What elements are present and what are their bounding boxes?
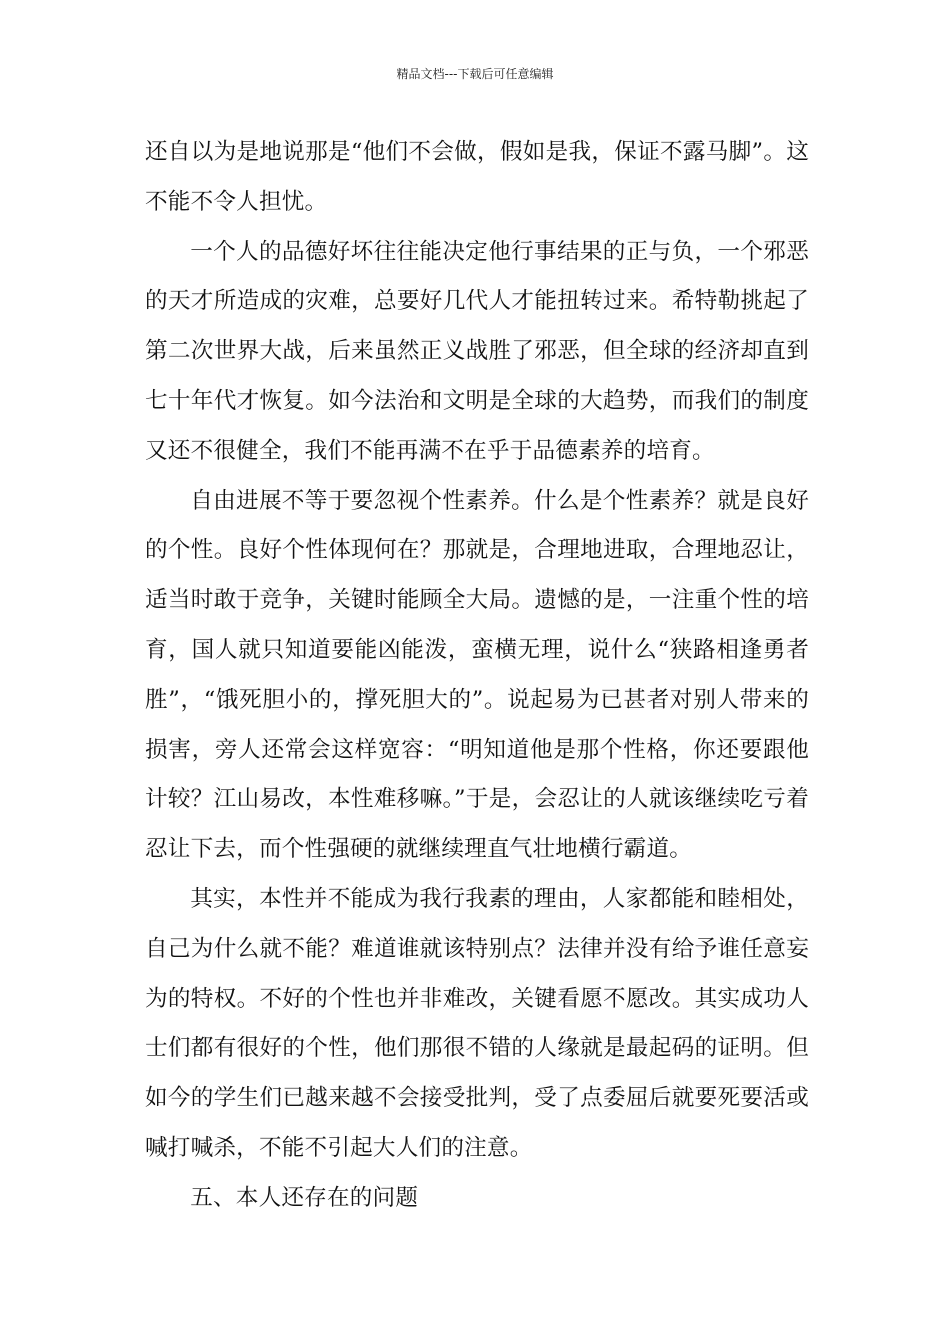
page-header: 精品文档---下载后可任意编辑 — [396, 67, 554, 81]
paragraph-4: 其实，本性并不能成为我行我素的理由，人家都能和睦相处，自己为什么就不能？难道谁就该特别点？法律并没有给予谁任意妄为的特权。不好的个性也并非难改，关键看愿不愿改。其实成功人士们都有很好的个性，他们那很不错的人缘就是最起码的证明。但如今的学生们已越来越不会接受批判，受了点委屈后就要死要活或喊打喊杀，不能不引起大人们的注意。 — [145, 885, 809, 1161]
paragraph-1: 还自以为是地说那是“他们不会做，假如是我，保证不露马脚”。这不能不令人担忧。 — [145, 139, 809, 215]
paragraph-2: 一个人的品德好坏往往能决定他行事结果的正与负，一个邪恶的天才所造成的灾难，总要好几代人才能扭转过来。希特勒挑起了第二次世界大战，后来虽然正义战胜了邪恶，但全球的经济却直到七十年代才恢复。如今法治和文明是全球的大趋势，而我们的制度又还不很健全，我们不能再满不在乎于品德素养的培育。 — [145, 238, 809, 464]
paragraph-3: 自由进展不等于要忽视个性素养。什么是个性素养？就是良好的个性。良好个性体现何在？那就是，合理地进取，合理地忍让，适当时敢于竞争，关键时能顾全大局。遗憾的是，一注重个性的培育，国人就只知道要能凶能泼，蛮横无理，说什么“狭路相逢勇者胜”，“饿死胆小的，撑死胆大的”。说起易为已甚者对别人带来的损害，旁人还常会这样宽容：“明知道他是那个性格，你还要跟他计较？江山易改，本性难移嘛。”于是，会忍让的人就该继续吃亏着忍让下去，而个性强硬的就继续理直气壮地横行霸道。 — [145, 487, 809, 863]
section-heading: 五、本人还存在的问题 — [190, 1184, 419, 1211]
document-body — [145, 128, 809, 1224]
